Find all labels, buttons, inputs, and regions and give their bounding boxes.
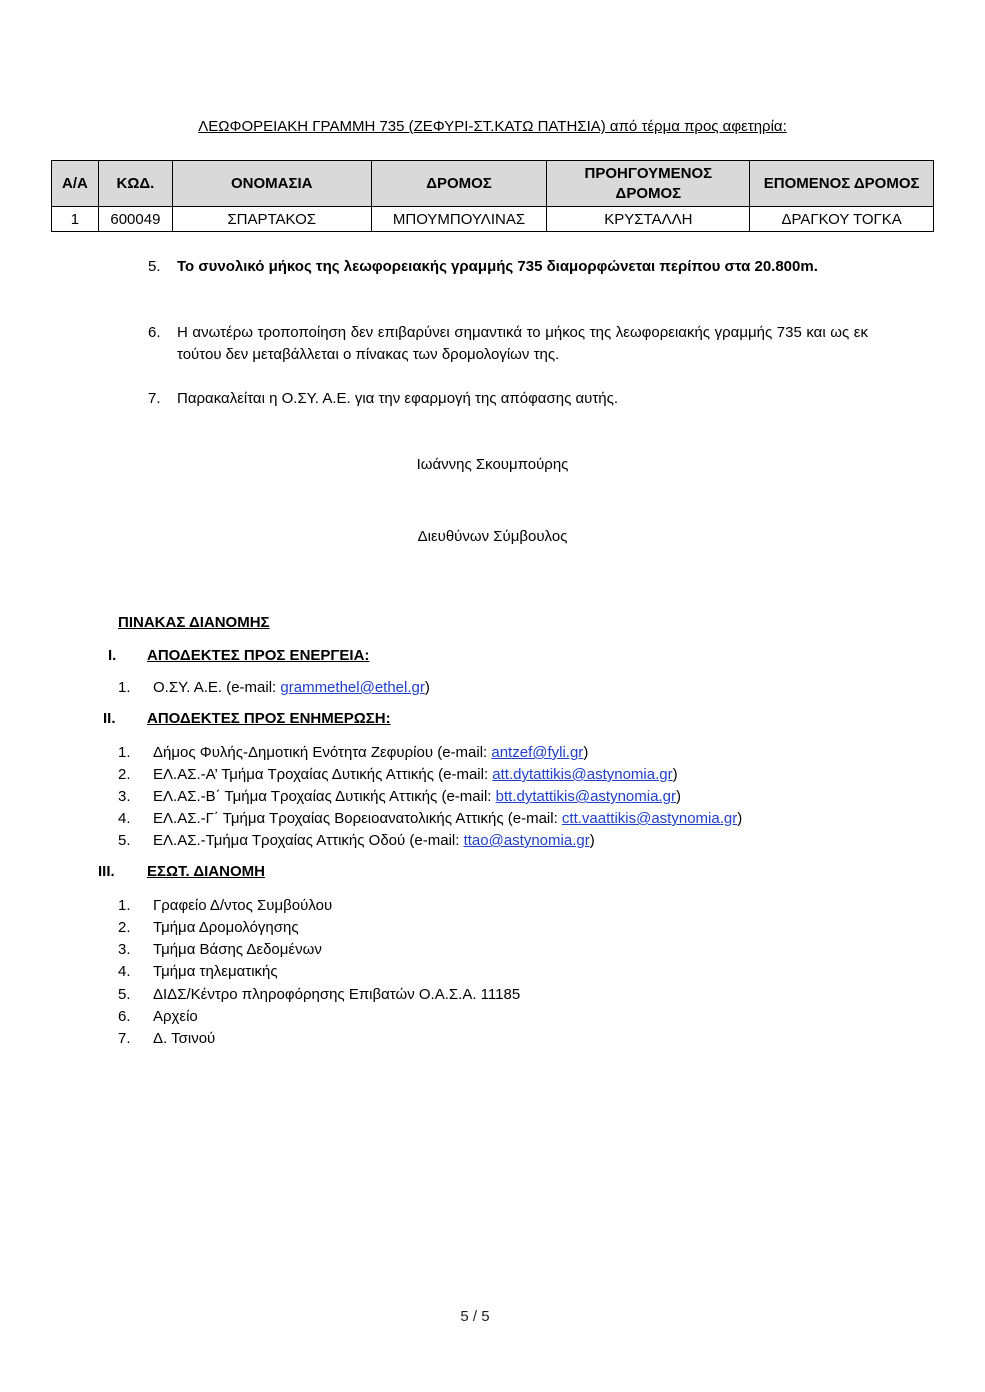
list-item <box>118 917 938 939</box>
closing-paren: ) <box>675 788 681 805</box>
signatory-role: Διευθύνων Σύμβουλος <box>417 528 568 545</box>
section-title-internal: ΕΣΩΤ. ΔΙΑΝΟΜΗ <box>147 863 265 880</box>
section-roman-3: III. <box>98 863 115 880</box>
list-item-text <box>153 808 742 830</box>
list-item-number: 2. <box>118 919 131 936</box>
col-header-aa: Α/Α <box>52 161 99 207</box>
table-header-row <box>52 161 934 207</box>
list-item <box>118 961 938 983</box>
cell-aa: 1 <box>52 207 99 232</box>
list-item <box>118 984 938 1006</box>
closing-paren: ) <box>583 744 589 761</box>
list-item-text <box>153 786 681 808</box>
list-item-number: 2. <box>118 766 131 783</box>
section-title-info: ΑΠΟΔΕΚΤΕΣ ΠΡΟΣ ΕΝΗΜΕΡΩΣΗ: <box>147 710 391 727</box>
section-roman-2: II. <box>103 710 116 727</box>
list-item-number: 5. <box>118 832 131 849</box>
col-header-street: ΔΡΟΜΟΣ <box>371 161 547 207</box>
closing-paren: ) <box>672 766 678 783</box>
list-item-text: Δ. Τσινού <box>153 1030 216 1047</box>
paragraph-text: Παρακαλείται η Ο.ΣΥ. Α.Ε. για την εφαρμογή της απόφασης αυτής. <box>177 390 619 407</box>
list-item-number: 3. <box>118 788 131 805</box>
stops-table <box>51 160 934 232</box>
closing-paren: ) <box>737 810 743 827</box>
page-number: 5 / 5 <box>460 1308 490 1325</box>
list-item-number: 5. <box>118 986 131 1003</box>
email-link[interactable]: grammethel@ethel.gr <box>280 679 425 696</box>
list-item <box>118 830 938 852</box>
paragraph-7 <box>148 388 868 410</box>
closing-paren: ) <box>424 679 430 696</box>
signatory-name: Ιωάννης Σκουμπούρης <box>416 456 569 473</box>
email-link[interactable]: btt.dytattikis@astynomia.gr <box>495 788 676 805</box>
list-item-number: 1. <box>118 744 131 761</box>
list-item <box>118 1028 938 1050</box>
paragraph-number: 7. <box>148 390 161 407</box>
list-item-text <box>153 742 588 764</box>
list-item-text: Αρχείο <box>153 1008 198 1025</box>
cell-next-street: ΔΡΑΓΚΟΥ ΤΟΓΚΑ <box>750 207 934 232</box>
list-item-text: Τμήμα Δρομολόγησης <box>153 919 299 936</box>
list-item-number: 4. <box>118 810 131 827</box>
paragraph-text: Η ανωτέρω τροποποίηση δεν επιβαρύνει σημαντικά το μήκος της λεωφορειακής γραμμής 735 και ως εκ τούτου δεν μεταβάλλεται ο πίνακας των δρομολογίων της. <box>177 324 868 363</box>
section-roman-1: I. <box>108 647 117 664</box>
list-item <box>118 742 938 764</box>
recipient-label: Δήμος Φυλής-Δημοτική Ενότητα Ζεφυρίου (e-mail: <box>153 744 492 761</box>
recipient-label: ΕΛ.ΑΣ.-Τμήμα Τροχαίας Αττικής Οδού (e-mail: <box>153 832 464 849</box>
email-link[interactable]: antzef@fyli.gr <box>491 744 584 761</box>
cell-code: 600049 <box>98 207 172 232</box>
col-header-code: ΚΩΔ. <box>98 161 172 207</box>
list-item-number: 7. <box>118 1030 131 1047</box>
recipient-label: ΕΛ.ΑΣ.-Β΄ Τμήμα Τροχαίας Δυτικής Αττικής (e-mail: <box>153 788 496 805</box>
paragraph-text: Το συνολικό μήκος της λεωφορειακής γραμμής 735 διαμορφώνεται περίπου στα 20.800m. <box>177 258 818 275</box>
col-header-name: ΟΝΟΜΑΣΙΑ <box>172 161 371 207</box>
list-item <box>118 1006 938 1028</box>
col-header-previous-street: ΠΡΟΗΓΟΥΜΕΝΟΣ ΔΡΟΜΟΣ <box>547 161 750 207</box>
list-item-text <box>153 830 595 852</box>
cell-name: ΣΠΑΡΤΑΚΟΣ <box>172 207 371 232</box>
list-item-number: 4. <box>118 963 131 980</box>
list-item <box>118 677 938 699</box>
list-item-number: 6. <box>118 1008 131 1025</box>
recipient-label: ΕΛ.ΑΣ.-Α’ Τμήμα Τροχαίας Δυτικής Αττικής (e-mail: <box>153 766 493 783</box>
list-item-text: Τμήμα Βάσης Δεδομένων <box>153 941 322 958</box>
table-row <box>52 207 934 232</box>
email-link[interactable]: ctt.vaattikis@astynomia.gr <box>561 810 738 827</box>
list-item <box>118 808 938 830</box>
list-item-number: 1. <box>118 897 131 914</box>
list-item <box>118 764 938 786</box>
closing-paren: ) <box>589 832 595 849</box>
paragraph-number: 5. <box>148 258 161 275</box>
cell-previous-street: ΚΡΥΣΤΑΛΛΗ <box>547 207 750 232</box>
paragraph-6 <box>148 322 868 366</box>
list-item-text: Γραφείο Δ/ντος Συμβούλου <box>153 897 333 914</box>
email-link[interactable]: ttao@astynomia.gr <box>463 832 590 849</box>
list-item-text <box>153 764 678 786</box>
recipient-label: ΕΛ.ΑΣ.-Γ΄ Τμήμα Τροχαίας Βορειοανατολικής Αττικής (e-mail: <box>153 810 562 827</box>
list-item-text <box>153 677 430 699</box>
route-title: ΛΕΩΦΟΡΕΙΑΚΗ ΓΡΑΜΜΗ 735 (ΖΕΦΥΡΙ-ΣΤ.ΚΑΤΩ ΠΑΤΗΣΙΑ) από τέρμα προς αφετηρία: <box>198 118 787 135</box>
list-item <box>118 786 938 808</box>
paragraph-5 <box>148 256 868 278</box>
col-header-next-street: ΕΠΟΜΕΝΟΣ ΔΡΟΜΟΣ <box>750 161 934 207</box>
list-item-text: ΔΙΔΣ/Κέντρο πληροφόρησης Επιβατών Ο.Α.Σ.Α. 11185 <box>153 986 521 1003</box>
list-item <box>118 895 938 917</box>
distribution-heading: ΠΙΝΑΚΑΣ ΔΙΑΝΟΜΗΣ <box>118 614 270 631</box>
cell-street: ΜΠΟΥΜΠΟΥΛΙΝΑΣ <box>371 207 547 232</box>
recipient-label: Ο.ΣΥ. Α.Ε. (e-mail: <box>153 679 281 696</box>
list-item-text: Τμήμα τηλεματικής <box>153 963 278 980</box>
list-item-number: 1. <box>118 679 131 696</box>
list-item-number: 3. <box>118 941 131 958</box>
section-title-action: ΑΠΟΔΕΚΤΕΣ ΠΡΟΣ ΕΝΕΡΓΕΙΑ: <box>147 647 370 664</box>
email-link[interactable]: att.dytattikis@astynomia.gr <box>492 766 673 783</box>
list-item <box>118 939 938 961</box>
paragraph-number: 6. <box>148 324 161 341</box>
